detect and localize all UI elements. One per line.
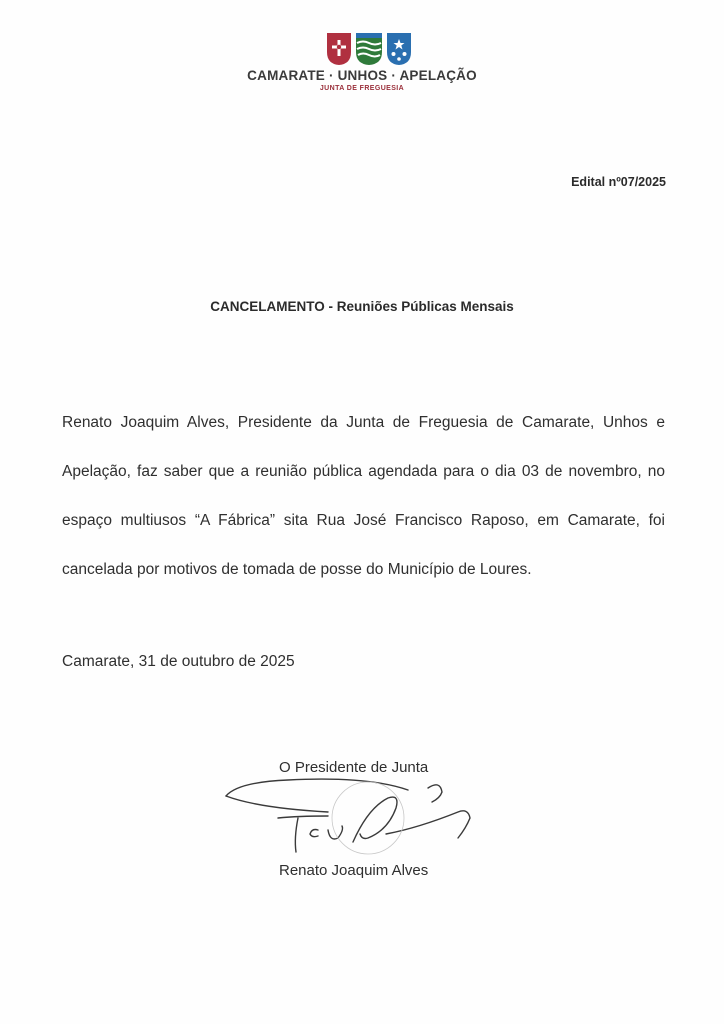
signatory-name: Renato Joaquim Alves	[279, 862, 429, 879]
red-shield-icon	[327, 33, 351, 65]
body-paragraph: Renato Joaquim Alves, Presidente da Junta de Freguesia de Camarate, Unhos e Apelação, faz saber que a reunião pública agendada para o dia 03 de novembro, no espaço multiusos “A Fábrica” sita Rua José Francisco Raposo, em Camarate, foi cancelada por motivos de tomada de posse do Município de Loures.	[62, 414, 665, 578]
green-wave-shield-icon	[356, 33, 382, 65]
organization-subtitle: JUNTA DE FREGUESIA	[319, 85, 405, 92]
handwritten-signature	[218, 768, 498, 868]
document-title: CANCELAMENTO - Reuniões Públicas Mensais	[210, 299, 514, 314]
edital-reference: Edital nº07/2025	[571, 175, 666, 189]
organization-name: CAMARATE · UNHOS · APELAÇÃO	[247, 68, 477, 83]
signatory-role: O Presidente de Junta	[279, 759, 429, 776]
blue-star-shield-icon	[387, 33, 411, 65]
coat-of-arms-logo	[326, 32, 412, 66]
date-line: Camarate, 31 de outubro de 2025	[62, 653, 295, 670]
